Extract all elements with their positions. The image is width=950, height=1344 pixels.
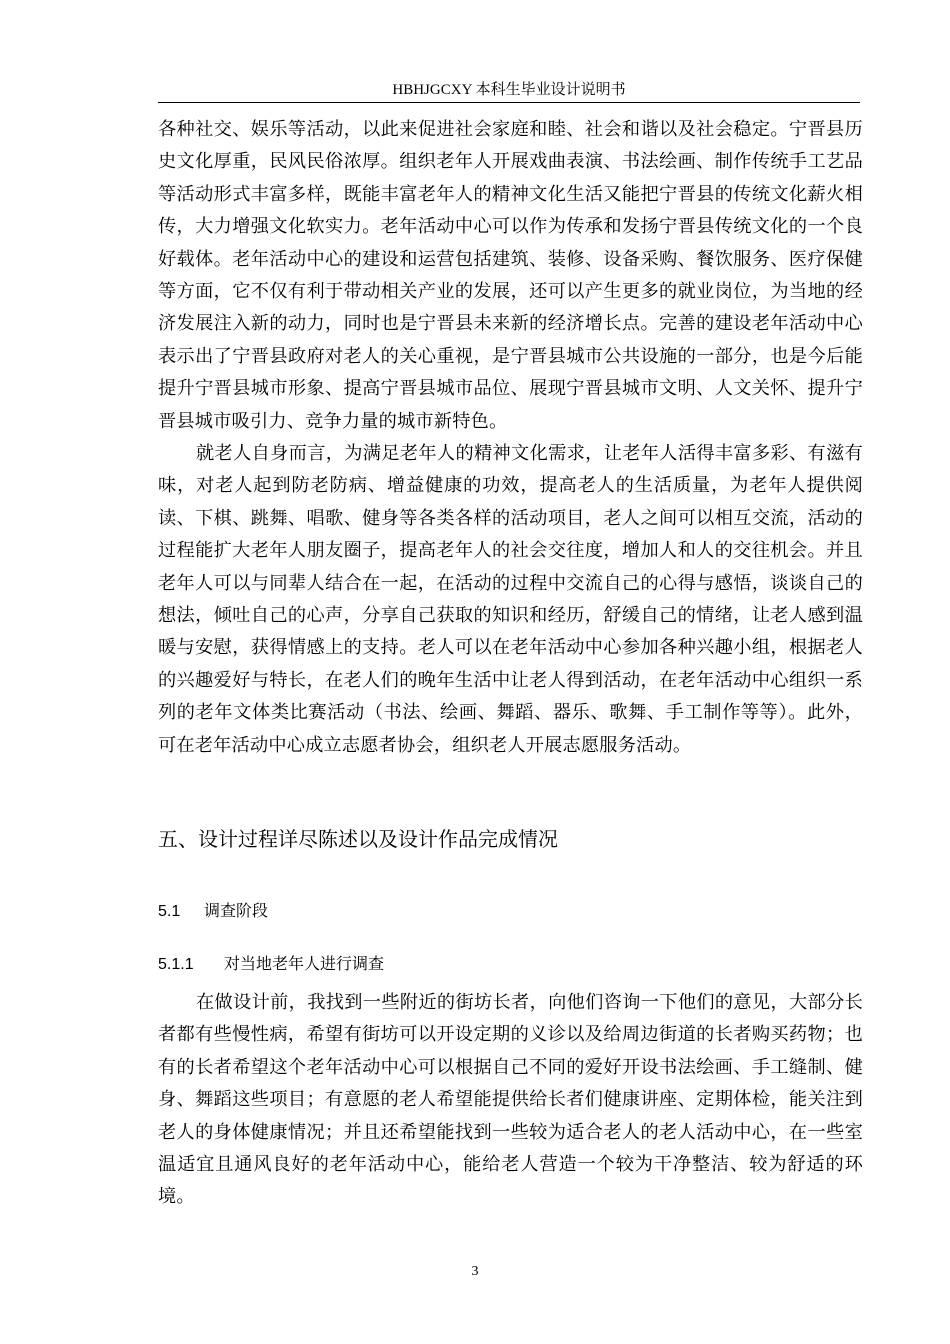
subsection-heading-5-1 — [158, 897, 268, 926]
paragraph-social-culture: 各种社交、娱乐等活动，以此来促进社会家庭和睦、社会和谐以及社会稳定。宁晋县历史文化厚重，民风民俗浓厚。组织老年人开展戏曲表演、书法绘画、制作传统手工艺品等活动形式丰富多样，既能丰富老年人的精神文化生活又能把宁晋县的传统文化薪火相传，大力增强文化软实力。老年活动中心可以作为传承和发扬宁晋县传统文化的一个良好载体。老年活动中心的建设和运营包括建筑、装修、设备采购、餐饮服务、医疗保健等方面，它不仅有利于带动相关产业的发展，还可以产生更多的就业岗位，为当地的经济发展注入新的动力，同时也是宁晋县未来新的经济增长点。完善的建设老年活动中心表示出了宁晋县政府对老人的关心重视，是宁晋县城市公共设施的一部分，也是今后能提升宁晋县城市形象、提高宁晋县城市品位、展现宁晋县城市文明、人文关怀、提升宁晋县城市吸引力、竞争力量的城市新特色。 — [158, 119, 863, 432]
header-rule — [158, 102, 860, 103]
section-heading-5: 五、设计过程详尽陈述以及设计作品完成情况 — [158, 827, 558, 851]
page-header: HBHJGCXY 本科生毕业设计说明书 — [392, 82, 626, 98]
heading-number: 5.1.1 — [158, 956, 194, 973]
paragraph-survey: 在做设计前，我找到一些附近的街坊长者，向他们咨询一下他们的意见，大部分长者都有些慢性病，希望有街坊可以开设定期的义诊以及给周边街道的长者购买药物；也有的长者希望这个老年活动中心可以根据自己不同的爱好开设书法绘画、手工缝制、健身、舞蹈这些项目；有意愿的老人希望能提供给长者们健康讲座、定期体检，能关注到老人的身体健康情况；并且还希望能找到一些较为适合老人的老人活动中心，在一些室温适宜且通风良好的老年活动中心，能给老人营造一个较为干净整洁、较为舒适的环境。 — [158, 992, 863, 1208]
page-number: 3 — [471, 1264, 479, 1279]
heading-title: 调查阶段 — [204, 901, 269, 920]
subsection-heading-5-1-1 — [158, 950, 384, 979]
heading-title: 对当地老年人进行调查 — [224, 954, 385, 973]
paragraph-elderly-needs: 就老人自身而言，为满足老年人的精神文化需求，让老年人活得丰富多彩、有滋有味，对老人起到防老防病、增益健康的功效，提高老人的生活质量，为老年人提供阅读、下棋、跳舞、唱歌、健身等各类各样的活动项目，老人之间可以相互交流，活动的过程能扩大老年人朋友圈子，提高老年人的社会交往度，增加人和人的交往机会。并且老年人可以与同辈人结合在一起，在活动的过程中交流自己的心得与感悟，谈谈自己的想法，倾吐自己的心声，分享自己获取的知识和经历，舒缓自己的情绪，让老人感到温暖与安慰，获得情感上的支持。老人可以在老年活动中心参加各种兴趣小组，根据老人的兴趣爱好与特长，在老人们的晚年生活中让老人得到活动，在老年活动中心组织一系列的老年文体类比赛活动（书法、绘画、舞蹈、器乐、歌舞、手工制作等等）。此外，可在老年活动中心成立志愿者协会，组织老人开展志愿服务活动。 — [158, 443, 863, 756]
heading-number: 5.1 — [158, 903, 181, 920]
